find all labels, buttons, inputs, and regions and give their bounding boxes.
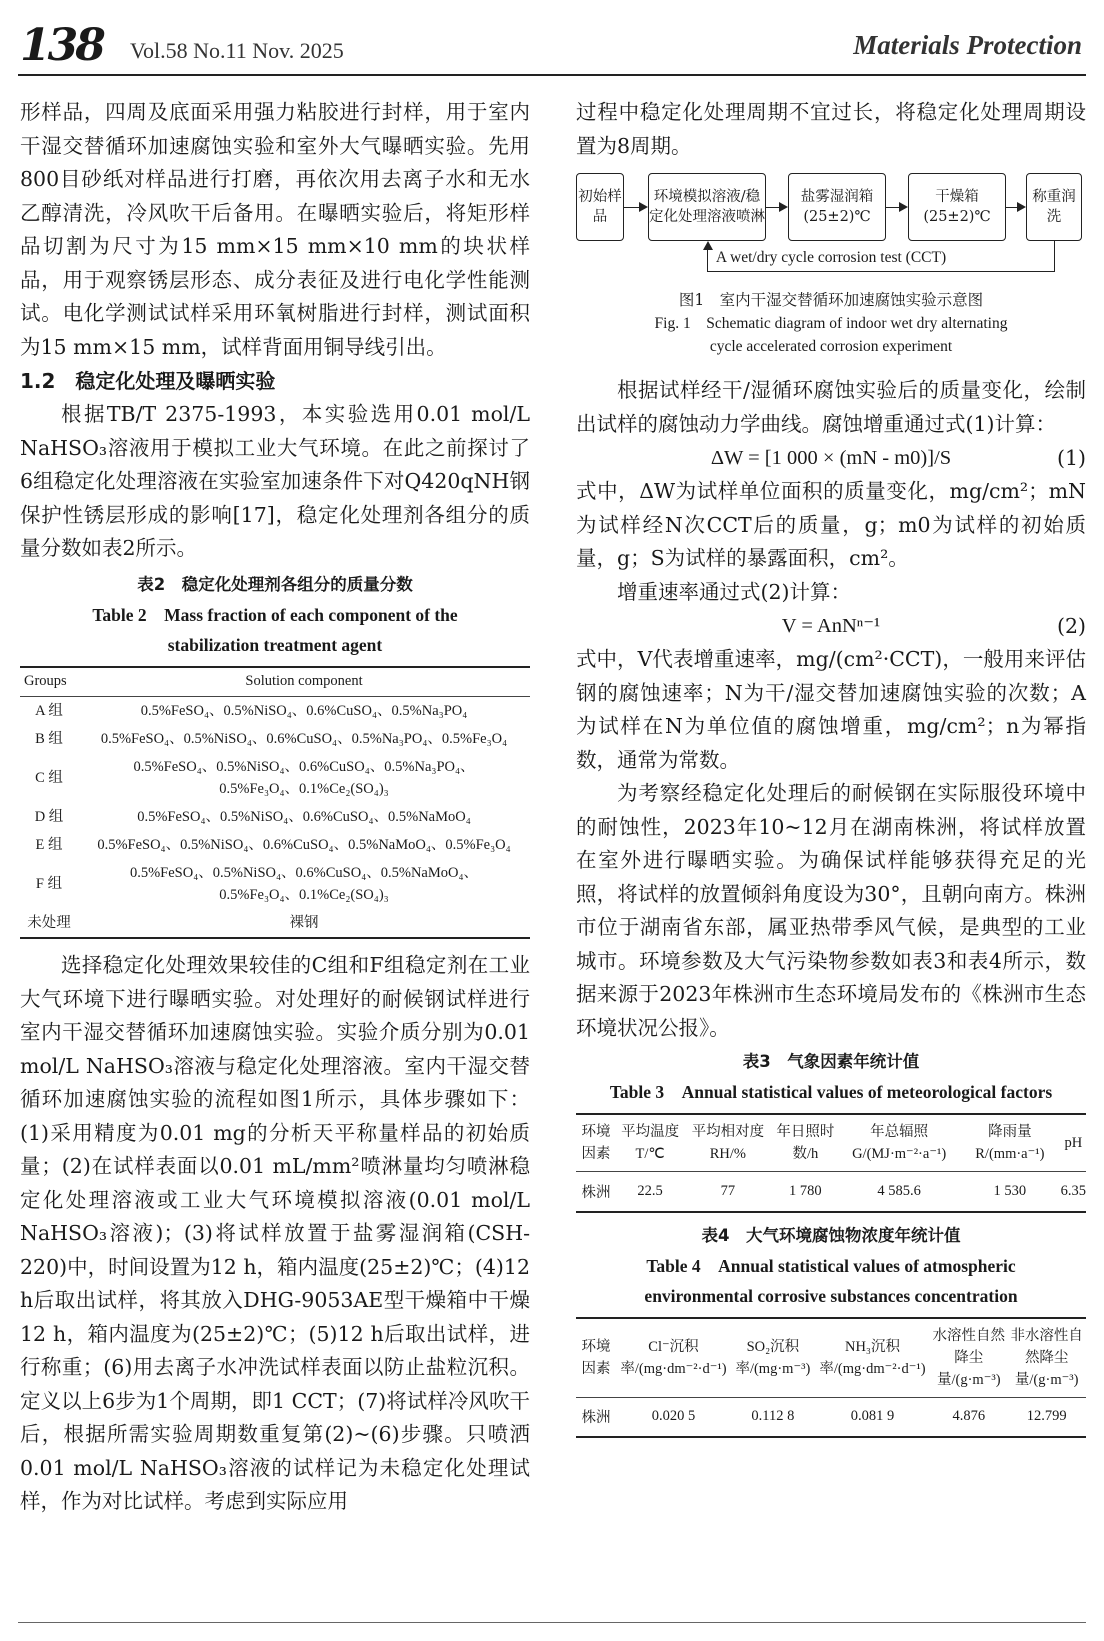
table-caption-en: environmental corrosive substances concentration [644,1285,1018,1306]
column-header: 平均相对度RH/% [684,1114,771,1172]
paragraph: 形样品，四周及底面采用强力粘胶进行封样，用于室内干湿交替循环加速腐蚀实验和室外大气曝晒实验。先用800目砂纸对样品进行打磨，再依次用去离子水和无水乙醇清洗，冷风吹干后备用。在曝晒实验后，将矩形样品切割为尺寸为15 mm×15 mm×10 mm的块状样品，用于观察锈层形态、成分表征及进行电化学性能测试。电化学测试试样采用环氧树脂进行封样，测试面积为15 mm×15 mm，试样背面用铜导线引出。 [20,100,530,359]
figure-caption-en: cycle accelerated corrosion experiment [709,338,953,355]
table-cell: D 组 [34,809,64,825]
table-3-caption [576,1047,1086,1107]
right-column [576,96,1086,1438]
table-cell: 12.799 [1026,1408,1067,1425]
section-heading: 1.2 稳定化处理及曝晒实验 [20,369,276,393]
column-header: pH [1061,1114,1086,1172]
paragraph: 过程中稳定化处理周期不宜过长，将稳定化处理周期设置为8周期。 [576,100,1086,158]
paragraph: 式中，V代表增重速率，mg/(cm²·CCT)，一般用来评估钢的腐蚀速率；N为干/湿交替加速腐蚀实验的次数；A为试样在N为单位值的腐蚀增重，mg/cm²；n为幂指数，通常为常数。 [576,647,1086,772]
table-row [20,753,530,803]
table-row [576,1397,1086,1437]
table-caption-en: Table 2 Mass fraction of each component of the [92,604,458,625]
table-caption-en: stabilization treatment agent [167,634,383,655]
table-cell: B 组 [35,731,63,747]
figure-1-diagram [576,173,1086,275]
figure-caption-en: Fig. 1 Schematic diagram of indoor wet dry alternating [654,315,1008,332]
paragraph: 增重速率通过式(2)计算： [617,579,852,604]
column-header: 非水溶性自然降尘量/(g·m⁻³) [1007,1318,1086,1398]
cell-line: 0.5%FeSO₄、0.5%NiSO₄、0.6%CuSO₄、0.5%NaMoO₄、 [129,865,479,881]
table-row [20,859,530,909]
flow-box: 干燥箱(25±2)℃ [908,173,1006,241]
table-cell: 4 585.6 [877,1182,921,1199]
table-cell: 4.876 [952,1408,986,1425]
column-header: NH₃沉积率/(mg·dm⁻²·d⁻¹) [815,1318,930,1398]
cell-line: 0.5%FeSO₄、0.5%NiSO₄、0.6%CuSO₄、0.5%Na₃PO₄、0.5%Fe₃O₄ [100,731,508,747]
column-header: 降雨量R/(mm·a⁻¹) [959,1114,1060,1172]
cell-line: 裸钢 [289,915,319,931]
cell-line: 0.5%FeSO₄、0.5%NiSO₄、0.6%CuSO₄、0.5%Na₃PO₄ [140,703,468,719]
table-cell [78,725,530,753]
equation-number: (1) [1056,446,1086,470]
table-cell: 株洲 [581,1410,611,1427]
column-header: 平均温度T/℃ [616,1114,684,1172]
column-header: 环境因素 [576,1318,616,1398]
table-row [20,909,530,938]
equation-1 [576,441,1086,475]
table-cell: 77 [720,1182,736,1199]
cell-line: 0.5%FeSO₄、0.5%NiSO₄、0.6%CuSO₄、0.5%Na₃PO₄、 [133,759,475,775]
equation-body: ΔW = [1 000 × (mN - m0)]/S [710,447,952,469]
table-cell [78,753,530,803]
figure-caption-cn: 图1 室内干湿交替循环加速腐蚀实验示意图 [678,291,984,309]
table-row [20,803,530,831]
table-cell: E 组 [35,837,63,853]
flow-arrow [886,207,906,208]
flow-box: 环境模拟溶液/稳定化处理溶液喷淋 [648,173,766,241]
table-cell [78,803,530,831]
equation-body: V = AnNⁿ⁻¹ [781,615,881,637]
paragraph: 根据TB/T 2375-1993，本实验选用0.01 mol/L NaHSO₃溶液用于模拟工业大气环境。在此之前探讨了6组稳定化处理溶液在实验室加速条件下对Q420qNH钢保护性锈层形成的影响[17]，稳定化处理剂各组分的质量分数如表2所示。 [20,402,530,560]
table-4 [576,1317,1086,1439]
paragraph: 根据试样经干/湿循环腐蚀实验后的质量变化，绘制出试样的腐蚀动力学曲线。腐蚀增重通过式(1)计算： [576,378,1086,436]
table-cell [78,697,530,726]
cell-line: 0.5%FeSO₄、0.5%NiSO₄、0.6%CuSO₄、0.5%NaMoO₄、0.5%Fe₃O₄ [97,837,511,853]
table-2-caption [20,570,530,660]
table-3 [576,1113,1086,1213]
table-row [20,697,530,726]
table-cell: 1 530 [993,1182,1027,1199]
paragraph: 式中，ΔW为试样单位面积的质量变化，mg/cm²；mN为试样经N次CCT后的质量，g；m0为试样的初始质量，g；S为试样的暴露面积，cm²。 [576,479,1086,570]
table-row [20,725,530,753]
table-row [20,831,530,859]
equation-number: (2) [1056,614,1086,638]
table-cell: A 组 [35,703,63,719]
table-cell: 0.020 5 [651,1408,696,1425]
cell-line: 0.5%FeSO₄、0.5%NiSO₄、0.6%CuSO₄、0.5%NaMoO₄ [137,809,471,825]
flow-box: 称重润洗 [1026,173,1082,241]
journal-name: Materials Protection [853,30,1082,60]
flow-arrow [624,207,646,208]
table-caption-cn: 表3 气象因素年统计值 [742,1052,920,1071]
page-header [18,18,1086,76]
column-header: Solution component [78,667,530,697]
table-cell [78,831,530,859]
column-header: 水溶性自然降尘量/(g·m⁻³) [930,1318,1007,1398]
equation-2 [576,609,1086,643]
column-header: 环境因素 [576,1114,616,1172]
paragraph: 选择稳定化处理效果较佳的C组和F组稳定剂在工业大气环境下进行曝晒实验。对处理好的耐候钢试样进行室内干湿交替循环加速腐蚀实验。实验介质分别为0.01 mol/L NaHSO₃溶液与稳定化处理溶液。室内干湿交替循环加速腐蚀实验的流程如图1所示，具体步骤如下：(1)采用精度为0.01 mg的分析天平称量样品的初始质量；(2)在试样表面以0.01 mL/mm²喷淋量均匀喷淋稳定化处理溶液或工业大气环境模拟溶液(0.01 mol/L NaHSO₃溶液)；(3)将试样放置于盐雾湿润箱(CSH-220)中，时间设置为12 h，箱内温度(25±2)℃；(4)12 h后取出试样，将其放入DHG-9053AE型干燥箱中干燥12 h，箱内温度为(25±2)℃；(5)12 h后取出试样，进行称重；(6)用去离子水冲洗试样表面以防止盐粒沉积。定义以上6步为1个周期，即1 CCT；(7)将试样冷风吹干后，根据所需实验周期数重复第(2)~(6)步骤。只喷洒0.01 mol/L NaHSO₃溶液的试样记为未稳定化处理试样，作为对比试样。考虑到实际应用 [20,953,530,1513]
table-caption-cn: 表2 稳定化处理剂各组分的质量分数 [137,574,413,594]
table-4-caption [576,1221,1086,1311]
column-header: Groups [20,667,78,697]
column-header: SO₂沉积率/(mg·m⁻³) [731,1318,815,1398]
paragraph: 为考察经稳定化处理后的耐候钢在实际服役环境中的耐蚀性，2023年10~12月在湖南株洲，将试样放置在室外进行曝晒实验。为确保试样能够获得充足的光照，将试样的放置倾斜角度设为30°，且朝向南方。株洲市位于湖南省东部，属亚热带季风气候，是典型的工业城市。环境参数及大气污染物参数如表3和表4所示，数据来源于2023年株洲市生态环境局发布的《株洲市生态环境状况公报》。 [576,781,1086,1040]
flow-box: 盐雾湿润箱(25±2)℃ [788,173,886,241]
table-caption-en: Table 3 Annual statistical values of meteorological factors [609,1082,1053,1102]
table-cell: 1 780 [789,1182,822,1199]
page-number: 138 [20,20,103,71]
table-2 [20,666,530,940]
table-cell: 0.112 8 [751,1408,795,1425]
left-column [20,96,530,1519]
table-cell: F 组 [35,876,63,892]
volume-info: Vol.58 No.11 Nov. 2025 [130,38,344,63]
cell-line: 0.5%Fe₃O₄、0.1%Ce₂(SO₄)₃ [219,887,389,903]
table-cell: C 组 [35,770,63,786]
cell-line: 0.5%Fe₃O₄、0.1%Ce₂(SO₄)₃ [219,781,389,797]
column-header: Cl⁻沉积率/(mg·dm⁻²·d⁻¹) [616,1318,731,1398]
loop-line [707,271,1055,272]
table-cell [78,909,530,938]
flow-arrow [1006,207,1024,208]
table-cell: 0.081 9 [850,1408,895,1425]
table-cell [78,859,530,909]
column-header: 年总辐照G/(MJ·m⁻²·a⁻¹) [839,1114,959,1172]
footer-rule [18,1622,1086,1623]
table-cell: 株洲 [581,1184,611,1201]
table-caption-en: Table 4 Annual statistical values of atmospheric [646,1255,1016,1276]
table-cell: 6.35 [1060,1182,1086,1199]
flow-box: 初始样品 [576,173,624,241]
column-header: 年日照时数/h [772,1114,840,1172]
loop-label: A wet/dry cycle corrosion test (CCT) [715,249,947,266]
table-row [576,1172,1086,1212]
table-cell: 22.5 [637,1182,663,1199]
table-cell: 未处理 [27,915,71,931]
figure-1-caption [576,289,1086,358]
table-caption-cn: 表4 大气环境腐蚀物浓度年统计值 [701,1225,961,1245]
flow-arrow [766,207,786,208]
